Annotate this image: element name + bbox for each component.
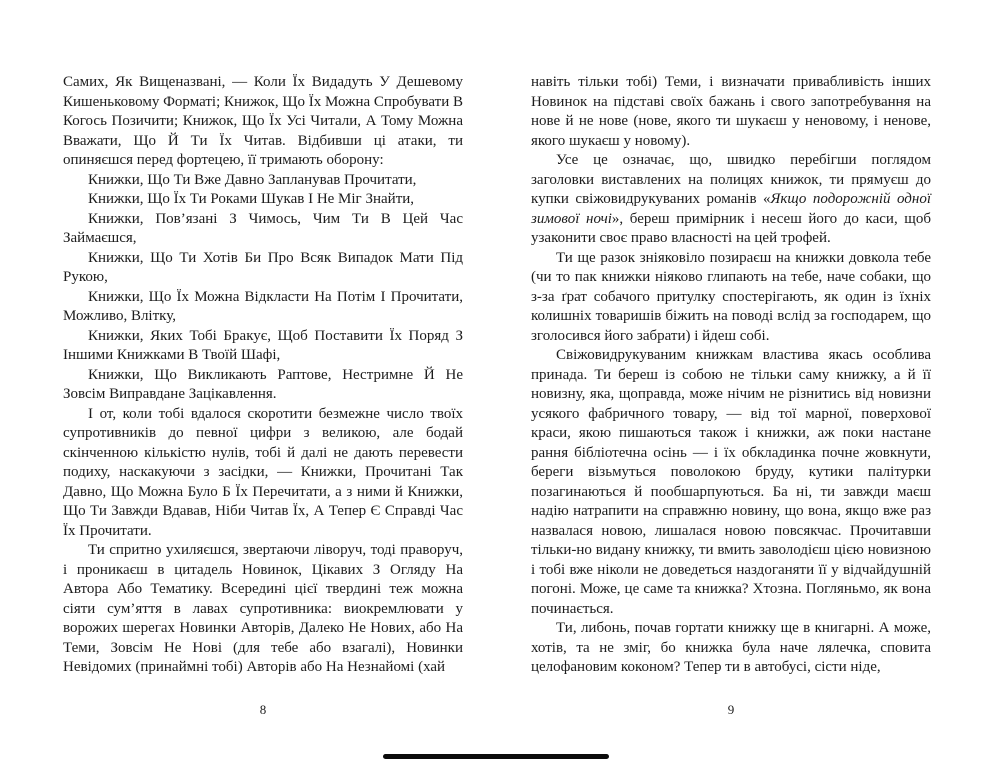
page-left-text bbox=[63, 73, 463, 678]
paragraph: Ти спритно ухиляєшся, звертаючи ліворуч, тоді праворуч, і проникаєш в цитадель Новинок, Цікавих З Огляду На Автора Або Тематику. Всередині цієї твердині теж можна сіяти сум’яття в лавах супротивника: виокремлювати у ворожих шерегах Новинки Авторів, Далеко Не Нових, або На Теми, Зовсім Не Нові (для тебе або взагалі), Новинки Невідомих (принаймні тобі) Авторів або На Незнайомі (хай bbox=[63, 542, 463, 675]
paragraph-text: », береш примірник і несеш його до каси, щоб узаконити своє право власності на цей трофей. bbox=[531, 210, 931, 246]
book-title: Якщо подорожній одної зимової ночі bbox=[531, 191, 931, 227]
paragraph: навіть тільки тобі) Теми, і визначати привабливість інших Новинок на підставі своїх бажань і свого запотребування на нове й не нове (нове, якого ти шукаєш у неновому, і ненове, якого шукаєш у новому). bbox=[531, 74, 931, 149]
paragraph: І от, коли тобі вдалося скоротити безмежне число твоїх супротивників до певної цифри з великою, але бодай скінченною кількістю нулів, тобі й далі не дають перевести подиху, наскакуючи з засідки, — Книжки, Прочитані Так Давно, Що Можна Було Б Їх Перечитати, а з ними й Книжки, Що Ти Завжди Вдавав, Ніби Читав Їх, А Тепер Є Справді Час Їх Прочитати. bbox=[63, 405, 463, 539]
paragraph: Ти ще разок зніяковіло позираєш на книжки довкола тебе (чи то пак книжки ніяково глипають на тебе, наче собаки, що з-за ґрат собачого притулку спостерігають, як один із їхніх колишніх товаришів біжить на поводі вслід за господарем, що зголосився його забрати) і йдеш собі. bbox=[531, 249, 931, 344]
paragraph: Книжки, Пов’язані З Чимось, Чим Ти В Цей Час Займаєшся, bbox=[63, 210, 463, 246]
page-left bbox=[63, 73, 463, 718]
paragraph: Книжки, Що Ти Хотів Би Про Всяк Випадок Мати Під Рукою, bbox=[63, 249, 463, 285]
paragraph-text: Усе це означає, що, швидко перебігши поглядом заголовки виставлених на полицях книжок, ти прямуєш до купки свіжовидрукуваних романів « bbox=[531, 152, 931, 207]
page-right bbox=[531, 73, 931, 718]
paragraph: Свіжовидрукуваним книжкам властива якась особлива принада. Ти береш із собою не тільки саму книжку, а й її новизну, яка, щоправда, може нічим не різнитись від новизни усякого фабричного товару, — від тої марної, поверхової краси, якою пишаються також і книжки, аж поки настане рання бібліотечна осінь — і їх обкладинка почне жовкнути, береги візьмуться поволокою бруду, кутики палітурки позагинаються й пообшарпуються. Ба ні, ти завжди маєш надію натрапити на справжню новину, що вона, якщо вже раз назвалася новою, лишалася новою повсякчас. Прочитавши тільки-но видану книжку, ти вмить заволодієш цією новизною і тобі вже ніколи не доведеться наздоганяти її у відчайдушній погоні. Може, це саме та книжка? Хтозна. Погляньмо, як вона починається. bbox=[531, 347, 931, 617]
paragraph: Книжки, Яких Тобі Бракує, Щоб Поставити Їх Поряд З Іншими Книжками В Твоїй Шафі, bbox=[63, 327, 463, 363]
page-number-left: 8 bbox=[259, 701, 267, 717]
paragraph: Книжки, Що Ти Вже Давно Запланував Прочитати, bbox=[88, 171, 417, 188]
paragraph bbox=[531, 151, 931, 249]
paragraph: Ти, либонь, почав гортати книжку ще в книгарні. А може, хотів, та не зміг, бо книжка була наче лялечка, сповита целофановим коконом? Тепер ти в автобусі, сісти ніде, bbox=[531, 620, 931, 675]
book-spread bbox=[63, 73, 931, 718]
paragraph: Книжки, Що Викликають Раптове, Нестримне Й Не Зовсім Виправдане Зацікавлення. bbox=[63, 366, 463, 402]
page-number-right: 9 bbox=[727, 701, 735, 717]
paragraph: Книжки, Що Їх Ти Роками Шукав І Не Міг Знайти, bbox=[88, 191, 415, 207]
home-indicator[interactable] bbox=[383, 754, 609, 759]
page-right-text bbox=[531, 73, 931, 678]
paragraph: Самих, Як Вищеназвані, — Коли Їх Видадуть У Дешевому Кишеньковому Форматі; Книжок, Що Їх Можна Спробувати В Когось Позичити; Книжок, Що Їх Усі Читали, А Тому Можна Вважати, Що Й Ти Їх Читав. Відбивши ці атаки, ти опиняєшся перед фортецею, її тримають оборону: bbox=[63, 74, 463, 168]
paragraph: Книжки, Що Їх Можна Відкласти На Потім І Прочитати, Можливо, Влітку, bbox=[63, 288, 463, 324]
